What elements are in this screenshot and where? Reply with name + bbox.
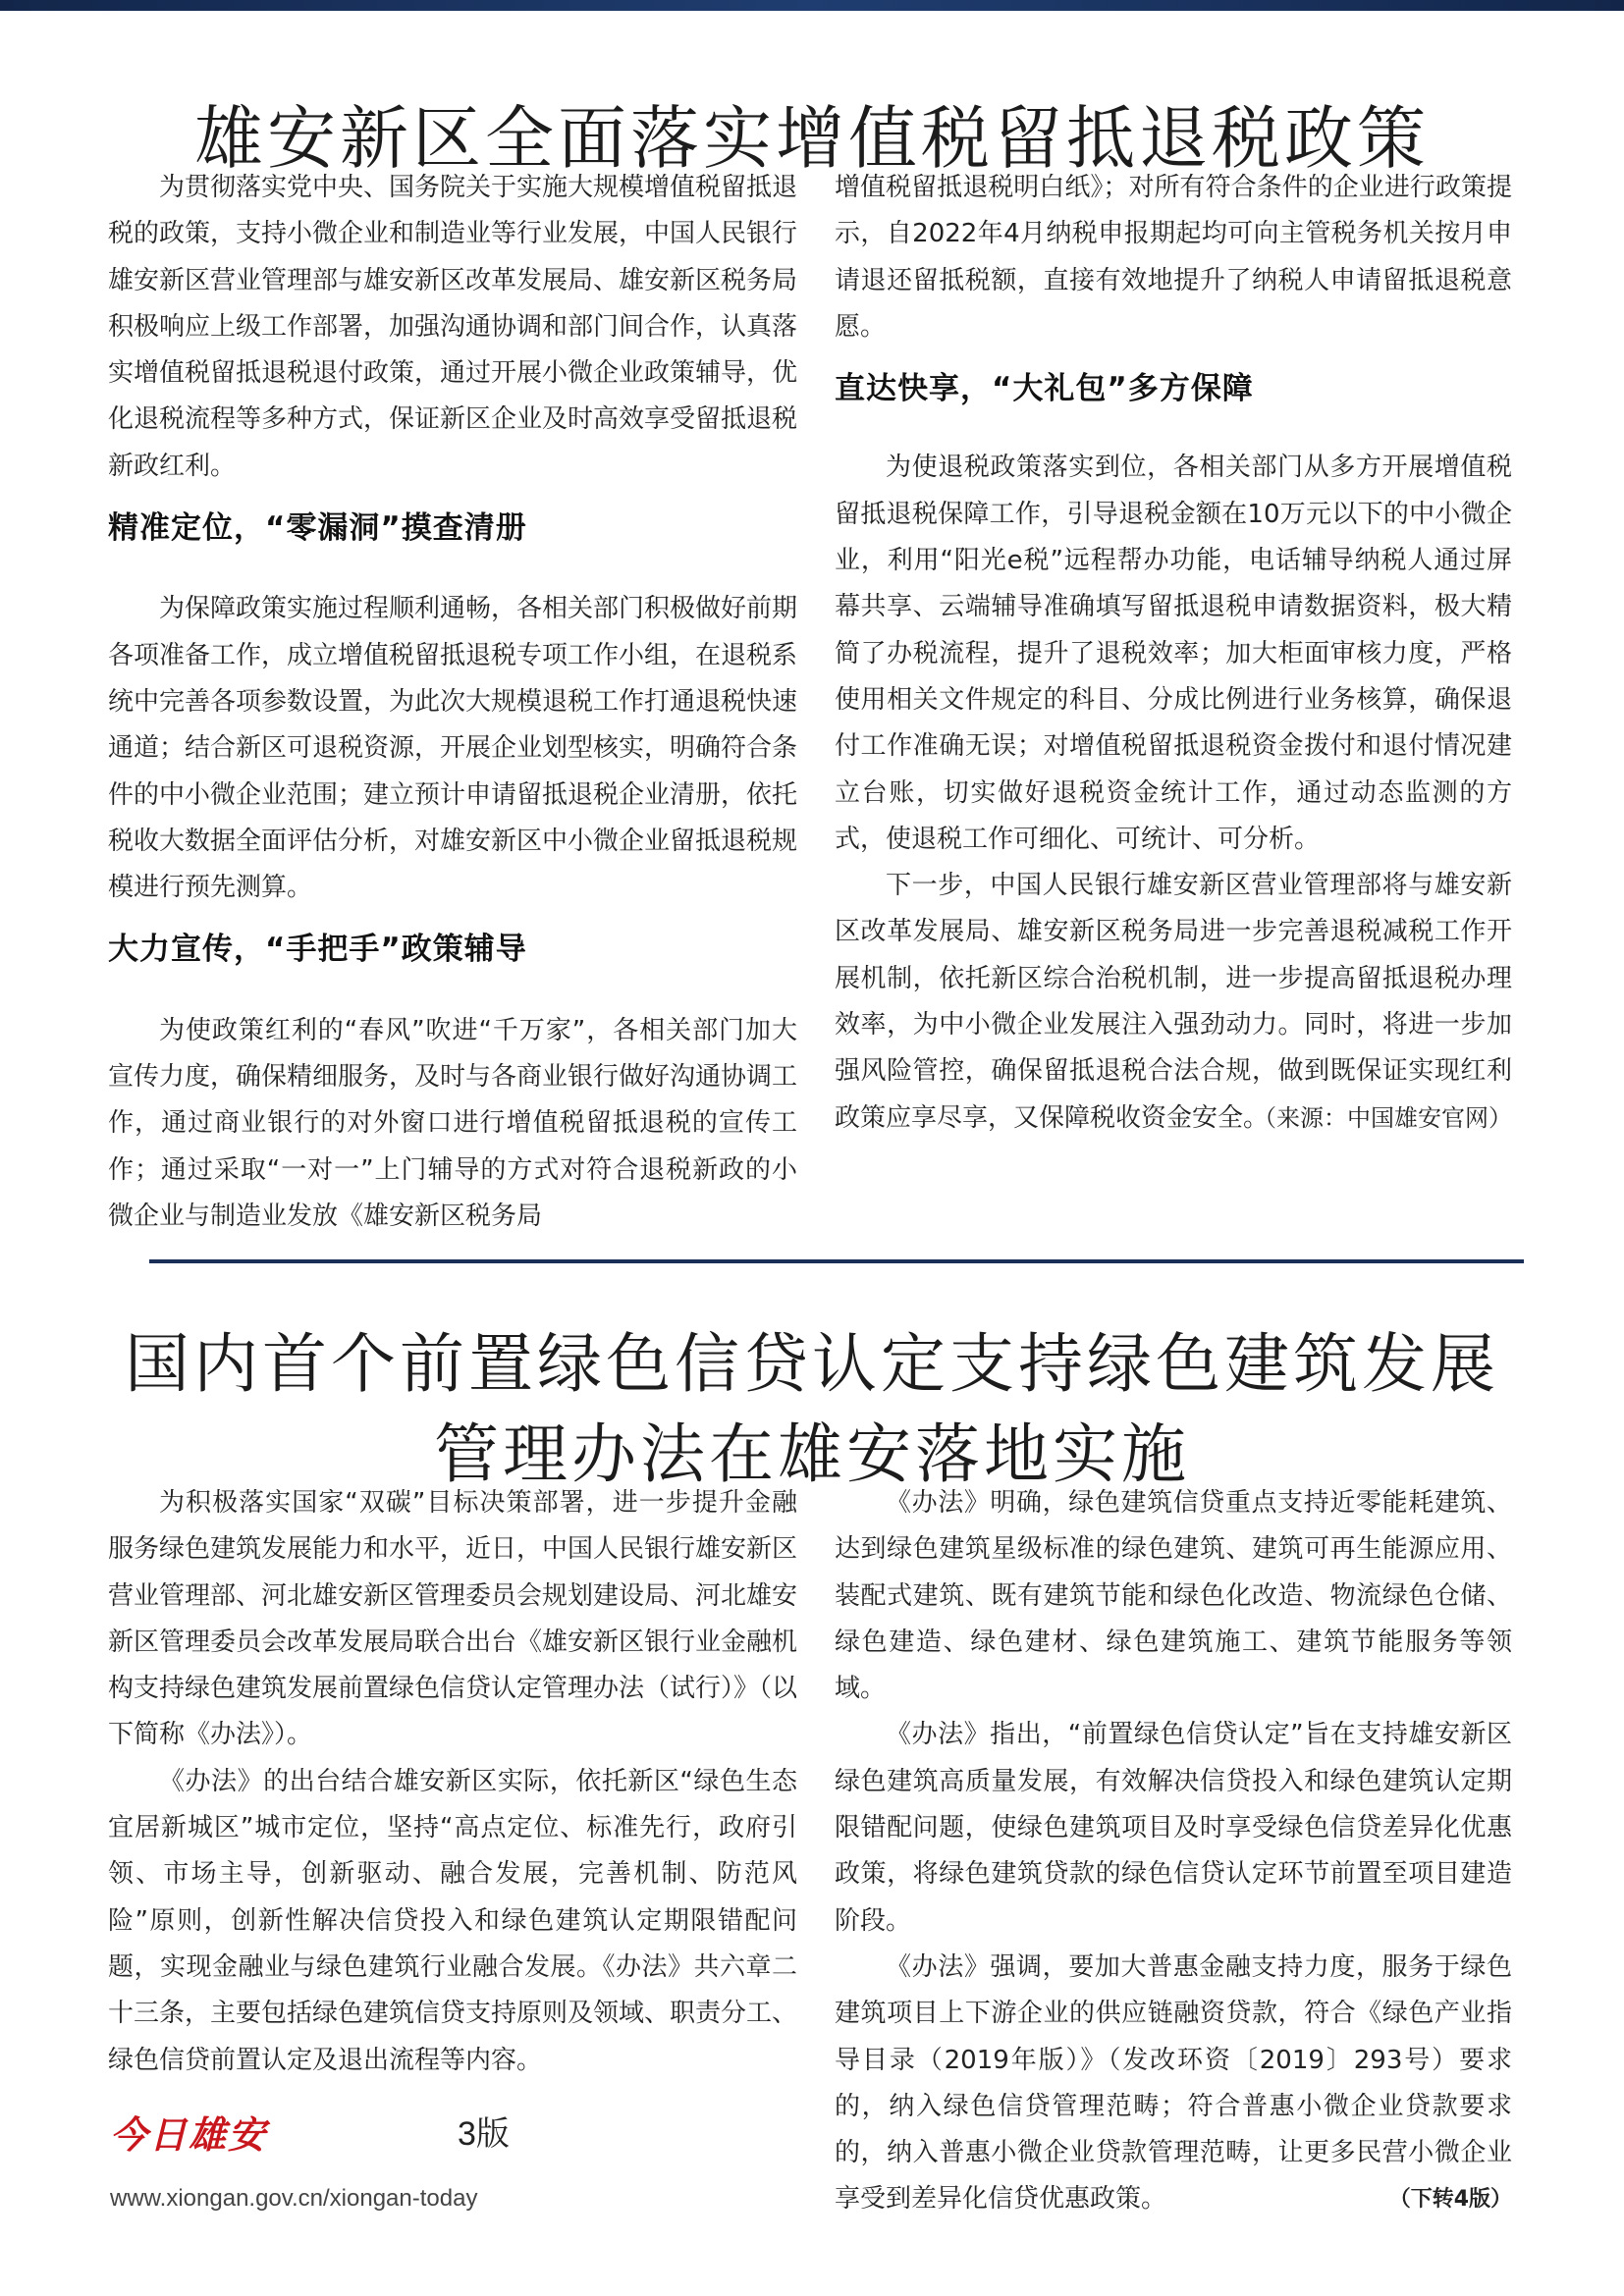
article1-column-right	[835, 165, 1512, 1142]
article2-paragraph-5	[835, 1945, 1512, 2223]
article2-paragraph-2: 《办法》的出台结合雄安新区实际，依托新区“绿色生态宜居新城区”城市定位，坚持“高点定位、标准先行，政府引领、市场主导，创新驱动、融合发展，完善机制、防范风险”原则，创新性解决信贷投入和绿色建筑认定期限错配问题，实现金融业与绿色建筑行业融合发展。《办法》共六章二十三条，主要包括绿色建筑信贷支持原则及领域、职责分工、绿色信贷前置认定及退出流程等内容。	[108, 1766, 798, 2075]
article2-paragraph-3: 《办法》明确，绿色建筑信贷重点支持近零能耗建筑、达到绿色建筑星级标准的绿色建筑、建筑可再生能源应用、装配式建筑、既有建筑节能和绿色化改造、物流绿色仓储、绿色建造、绿色建材、绿色建筑施工、建筑节能服务等领域。	[835, 1488, 1512, 1704]
article1-title: 雄安新区全面落实增值税留抵退税政策	[194, 97, 1430, 179]
article2-title-line1: 国内首个前置绿色信贷认定支持绿色建筑发展	[125, 1326, 1499, 1403]
article2-paragraph-1: 为积极落实国家“双碳”目标决策部署，进一步提升金融服务绿色建筑发展能力和水平，近日，中国人民银行雄安新区营业管理部、河北雄安新区管理委员会规划建设局、河北雄安新区管理委员会改革发展局联合出台《雄安新区银行业金融机构支持绿色建筑发展前置绿色信贷认定管理办法（试行）》（以下简称《办法》）。	[108, 1488, 798, 1750]
article1-paragraph-3: 为使退税政策落实到位，各相关部门从多方开展增值税留抵退税保障工作，引导退税金额在10万元以下的中小微企业，利用“阳光e税”远程帮办功能，电话辅导纳税人通过屏幕共享、云端辅导准确填写留抵退税申请数据资料，极大精简了办税流程，提升了退税效率；加大柜面审核力度，严格使用相关文件规定的科目、分成比例进行业务核算，确保退付工作准确无误；对增值税留抵退税资金拨付和退付情况建立台账，切实做好退税资金统计工作，通过动态监测的方式，使退税工作可细化、可统计、可分析。	[835, 453, 1512, 854]
top-banner-bar	[0, 0, 1624, 11]
article1-source: （来源：中国雄安官网）	[1253, 1103, 1512, 1132]
article1-heading-1: 精准定位，“零漏洞”摸查清册	[108, 510, 527, 547]
article1-heading-3: 直达快享，“大礼包”多方保障	[835, 371, 1254, 407]
section-divider	[149, 1259, 1524, 1263]
article1-column-left	[108, 165, 797, 1240]
article2-paragraph-4: 《办法》指出，“前置绿色信贷认定”旨在支持雄安新区绿色建筑高质量发展，有效解决信贷投入和绿色建筑认定期限错配问题，使绿色建筑项目及时享受绿色信贷差异化优惠政策，将绿色建筑贷款的绿色信贷认定环节前置至项目建造阶段。	[835, 1720, 1512, 1936]
article1-heading-2: 大力宣传，“手把手”政策辅导	[108, 932, 527, 968]
article1-paragraph-2a: 为使政策红利的“春风”吹进“千万家”，各相关部门加大宣传力度，确保精细服务，及时与各商业银行做好沟通协调工作，通过商业银行的对外窗口进行增值税留抵退税的宣传工作；通过采取“一对一”上门辅导的方式对符合退税新政的小微企业与制造业发放《雄安新区税务局	[108, 1015, 798, 1231]
article2-title	[0, 1319, 1624, 1500]
article2-column-left	[108, 1480, 797, 2084]
article2-title-line2: 管理办法在雄安落地实施	[434, 1416, 1190, 1493]
article1-paragraph-4: 下一步，中国人民银行雄安新区营业管理部将与雄安新区改革发展局、雄安新区税务局进一步完善退税减税工作开展机制，依托新区综合治税机制，进一步提高留抵退税办理效率，为中小微企业发展注入强劲动力。同时，将进一步加强风险管控，确保留抵退税合法合规，做到既保证实现红利政策应享尽享，又保障税收资金安全。	[835, 871, 1512, 1133]
article1-intro: 为贯彻落实党中央、国务院关于实施大规模增值税留抵退税的政策，支持小微企业和制造业等行业发展，中国人民银行雄安新区营业管理部与雄安新区改革发展局、雄安新区税务局积极响应上级工作部署，加强沟通协调和部门间合作，认真落实增值税留抵退税退付政策，通过开展小微企业政策辅导，优化退税流程等多种方式，保证新区企业及时高效享受留抵退税新政红利。	[108, 173, 798, 481]
article2-column-right	[835, 1480, 1512, 2223]
newspaper-logo: 今日雄安	[110, 2112, 268, 2157]
article1-paragraph-1: 为保障政策实施过程顺利通畅，各相关部门积极做好前期各项准备工作，成立增值税留抵退税专项工作小组，在退税系统中完善各项参数设置，为此次大规模退税工作打通退税快速通道；结合新区可退税资源，开展企业划型核实，明确符合条件的中小微企业范围；建立预计申请留抵退税企业清册，依托税收大数据全面评估分析，对雄安新区中小微企业留抵退税规模进行预先测算。	[108, 594, 798, 903]
article1-paragraph-2b: 增值税留抵退税明白纸》；对所有符合条件的企业进行政策提示，自2022年4月纳税申报期起均可向主管税务机关按月申请退还留抵税额，直接有效地提升了纳税人申请留抵退税意愿。	[835, 173, 1512, 342]
continued-notice: （下转4版）	[1388, 2187, 1512, 2213]
footer-url[interactable]: www.xiongan.gov.cn/xiongan-today	[110, 2185, 478, 2212]
article2-paragraph-5-text: 《办法》强调，要加大普惠金融支持力度，服务于绿色建筑项目上下游企业的供应链融资贷款，符合《绿色产业指导目录（2019年版）》（发改环资〔2019〕293号）要求的，纳入绿色信贷管理范畴；符合普惠小微企业贷款要求的，纳入普惠小微企业贷款管理范畴，让更多民营小微企业享受到差异化信贷优惠政策。	[835, 1951, 1512, 2215]
page-number: 3版	[458, 2115, 510, 2153]
